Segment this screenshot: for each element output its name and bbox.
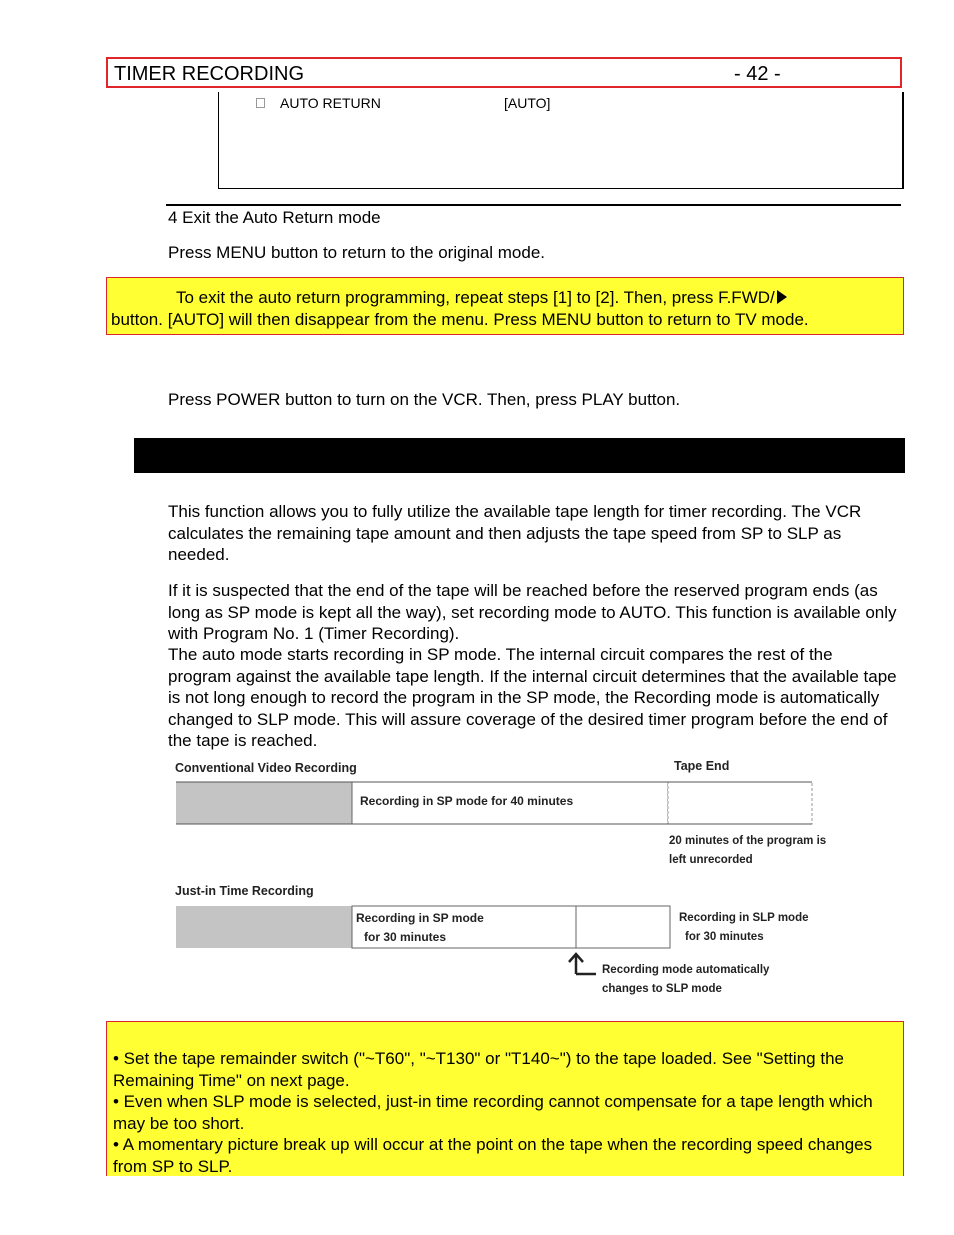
caution-list	[113, 1048, 903, 1178]
unrecorded-label-2: left unrecorded	[669, 854, 753, 866]
sp30-label-1: Recording in SP mode	[356, 911, 484, 925]
page-title: TIMER RECORDING	[114, 63, 304, 85]
menu-item-value: [AUTO]	[504, 95, 551, 111]
play-triangle-icon	[777, 290, 787, 304]
step4-heading: 4 Exit the Auto Return mode	[168, 208, 381, 227]
slp30-label-2: for 30 minutes	[685, 931, 764, 943]
paragraph-circuit: The auto mode starts recording in SP mode. The internal circuit compares the rest of the program against the available tape length. If the internal circuit determines that the available tape is not long enough to record the program in the SP mode, the Recording mode is automatically changed to SLP mode. This will assure coverage of the desired timer program before the end of the tape is reached.	[168, 645, 897, 750]
recording-diagram	[172, 757, 852, 1007]
jit-title: Just-in Time Recording	[175, 884, 314, 898]
sp30-label-2: for 30 minutes	[364, 930, 447, 944]
paragraph-intro: This function allows you to fully utilize the available tape length for timer recording. The VCR calculates the remaining tape amount and then adjusts the tape speed from SP to SLP as needed.	[168, 502, 862, 564]
note-box-exit	[106, 277, 904, 335]
jit-previous-segment	[176, 906, 352, 948]
caution-item: • Set the tape remainder switch ("~T60", "~T130" or "T140~") to the tape loaded. See "Setting the Remaining Time" on next page.	[113, 1049, 844, 1090]
section-title-bar	[134, 438, 905, 473]
step4-text: Press MENU button to return to the original mode.	[168, 243, 546, 262]
conventional-title: Conventional Video Recording	[175, 761, 357, 775]
caution-item: • A momentary picture break up will occur at the point on the tape when the recording speed changes from SP to SLP.	[113, 1135, 873, 1176]
recorded-previous-segment	[176, 782, 352, 824]
checkbox-icon	[256, 98, 265, 108]
auto-change-label-1: Recording mode automatically	[602, 964, 770, 976]
unrecorded-segment	[668, 782, 812, 824]
page-header	[106, 57, 902, 88]
page-number: - 42 -	[734, 63, 781, 85]
menu-screen	[218, 92, 904, 189]
note-line-2: button. [AUTO] will then disappear from the menu. Press MENU button to return to TV mode.	[111, 310, 809, 329]
tape-end-label: Tape End	[674, 759, 730, 773]
up-arrow-icon	[569, 954, 596, 974]
section-divider	[166, 204, 901, 206]
sp40-label: Recording in SP mode for 40 minutes	[360, 794, 574, 808]
paragraph-auto: If it is suspected that the end of the tape will be reached before the reserved program ends (as long as SP mode is kept all the way), set recording mode to AUTO. This function is available only with Program No. 1 (Timer Recording).	[168, 581, 897, 643]
unrecorded-label-1: 20 minutes of the program is	[669, 835, 827, 847]
note-box-caution	[106, 1021, 904, 1176]
caution-item: • Even when SLP mode is selected, just-in time recording cannot compensate for a tape length which may be too short.	[113, 1092, 873, 1133]
slp30-label-1: Recording in SLP mode	[679, 912, 809, 924]
auto-change-label-2: changes to SLP mode	[602, 983, 722, 995]
note-line-1-text: To exit the auto return programming, repeat steps [1] to [2]. Then, press F.FWD/	[176, 288, 775, 307]
note-line-1	[176, 288, 787, 308]
menu-item-label: AUTO RETURN	[280, 95, 381, 111]
power-instruction: Press POWER button to turn on the VCR. Then, press PLAY button.	[168, 390, 681, 409]
slp30-segment	[576, 906, 670, 948]
